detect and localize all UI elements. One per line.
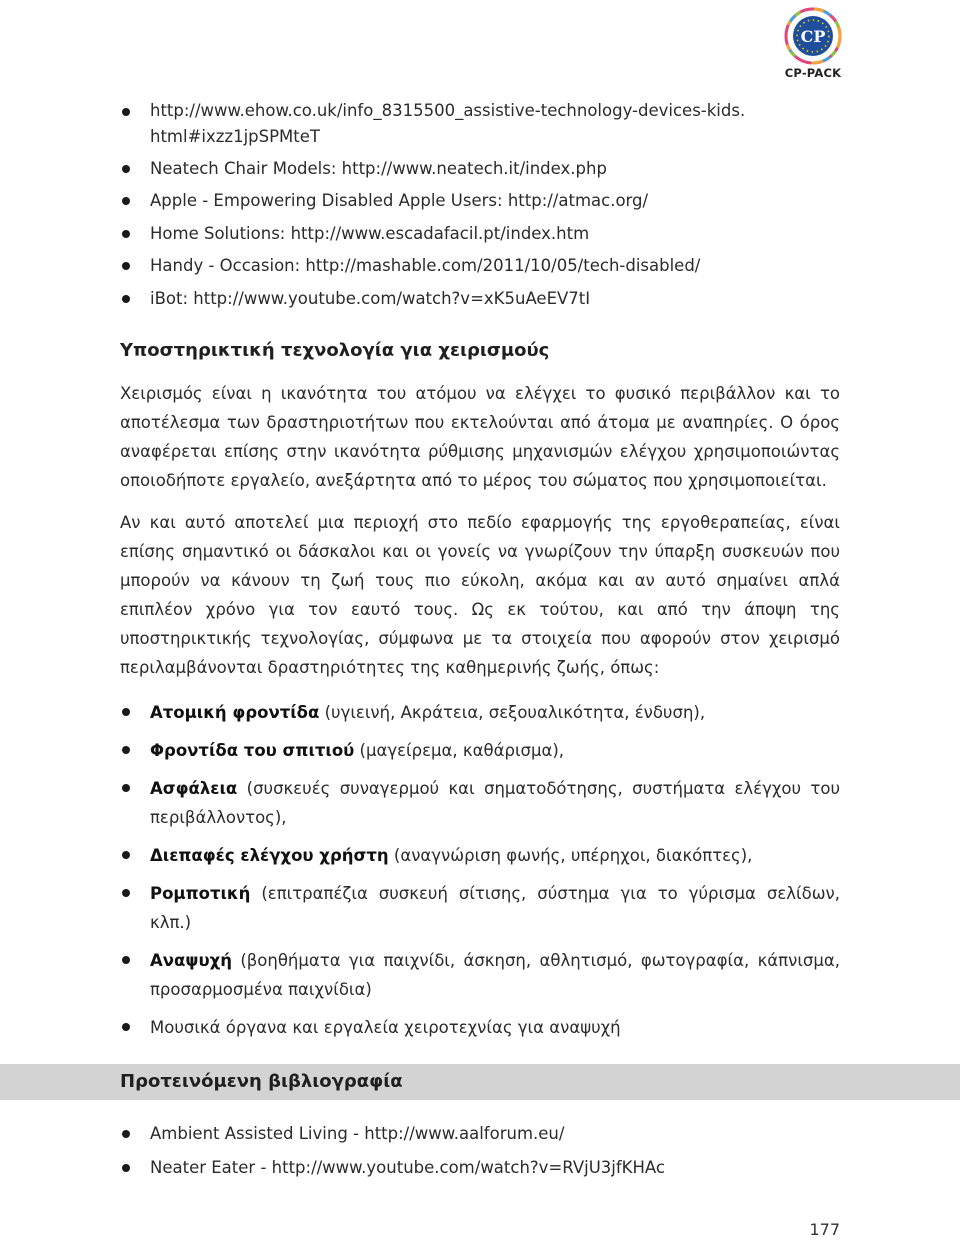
list-item [120, 774, 840, 832]
activities-list [120, 698, 840, 1042]
list-item [120, 841, 840, 870]
activity-term: Ασφάλεια [150, 778, 238, 798]
list-item: Neatech Chair Models: http://www.neatech.it/index.php [120, 155, 840, 183]
list-item: Apple - Empowering Disabled Apple Users: http://atmac.org/ [120, 187, 840, 215]
list-item [120, 879, 840, 937]
page-content [120, 98, 840, 1051]
bibliography-heading: Προτεινόμενη βιβλιογραφία [120, 1071, 403, 1092]
cp-pack-logo [778, 6, 848, 84]
svg-text:CP: CP [800, 27, 826, 46]
list-item [120, 736, 840, 765]
activity-detail: (βοηθήματα για παιχνίδι, άσκηση, αθλητισμό, φωτογραφία, κάπνισμα, προσαρμοσμένα παιχνίδια) [150, 950, 840, 999]
logo-wordmark: CP-PACK [784, 66, 842, 80]
bibliography-header-bar [0, 1064, 960, 1100]
activity-detail: (υγιεινή, Ακράτεια, σεξουαλικότητα, ένδυση), [319, 702, 706, 722]
activity-term: Φροντίδα του σπιτιού [150, 740, 355, 760]
activity-term: Ατομική φροντίδα [150, 702, 320, 722]
list-item [120, 946, 840, 1004]
reference-links-list [120, 98, 840, 313]
list-item: Ambient Assisted Living - http://www.aalforum.eu/ [120, 1120, 840, 1148]
activity-detail: Μουσικά όργανα και εργαλεία χειροτεχνίας για αναψυχή [150, 1017, 621, 1037]
activity-detail: (επιτραπέζια συσκευή σίτισης, σύστημα για το γύρισμα σελίδων, κλπ.) [150, 883, 840, 932]
list-item: Neater Eater - http://www.youtube.com/watch?v=RVjU3jfKHAc [120, 1154, 840, 1182]
list-item [120, 1013, 840, 1042]
activity-term: Διεπαφές ελέγχου χρήστη [150, 845, 389, 865]
cp-pack-emblem-icon [778, 6, 848, 68]
page-number: 177 [809, 1220, 840, 1239]
activity-term: Αναψυχή [150, 950, 232, 970]
paragraph: Αν και αυτό αποτελεί μια περιοχή στο πεδίο εφαρμογής της εργοθεραπείας, είναι επίσης σημαντικό οι δάσκαλοι και οι γονείς να γνωρίζουν την ύπαρξη συσκευών που μπορούν να κάνουν τη ζωή τους πιο εύκολη, ακόμα και αν αυτό σημαίνει απλά επιπλέον χρόνο για τον εαυτό τους. Ως εκ τούτου, και από την άποψη της υποστηρικτικής τεχνολογίας, σύμφωνα με τα στοιχεία που αφορούν στον χειρισμό περιλαμβάνονται δραστηριότητες της καθημερινής ζωής, όπως: [120, 512, 840, 677]
bibliography-list [120, 1120, 840, 1188]
activity-detail: (μαγείρεμα, καθάρισμα), [354, 740, 565, 760]
list-item: iBot: http://www.youtube.com/watch?v=xK5uAeEV7tI [120, 285, 840, 313]
activity-detail: (αναγνώριση φωνής, υπέρηχοι, διακόπτες), [388, 845, 753, 865]
section-heading: Υποστηρικτική τεχνολογία για χειρισμούς [120, 339, 550, 361]
list-item: http://www.ehow.co.uk/info_8315500_assistive-technology-devices-kids. html#ixzz1jpSPMteT [120, 98, 840, 150]
paragraph: Χειρισμός είναι η ικανότητα του ατόμου να ελέγχει το φυσικό περιβάλλον και το αποτέλεσμα των δραστηριοτήτων που εκτελούνται από άτομα με αναπηρίες. Ο όρος αναφέρεται επίσης στην ικανότητα ρύθμισης μηχανισμών ελέγχου χρησιμοποιώντας οποιοδήποτε εργαλείο, ανεξάρτητα από το μέρος του σώματος που χρησιμοποιείται. [120, 383, 840, 490]
list-item: Home Solutions: http://www.escadafacil.pt/index.htm [120, 220, 840, 248]
list-item [120, 698, 840, 727]
activity-term: Ρομποτική [150, 883, 251, 903]
activity-detail: (συσκευές συναγερμού και σηματοδότησης, συστήματα ελέγχου του περιβάλλοντος), [150, 778, 840, 827]
list-item: Handy - Occasion: http://mashable.com/2011/10/05/tech-disabled/ [120, 252, 840, 280]
